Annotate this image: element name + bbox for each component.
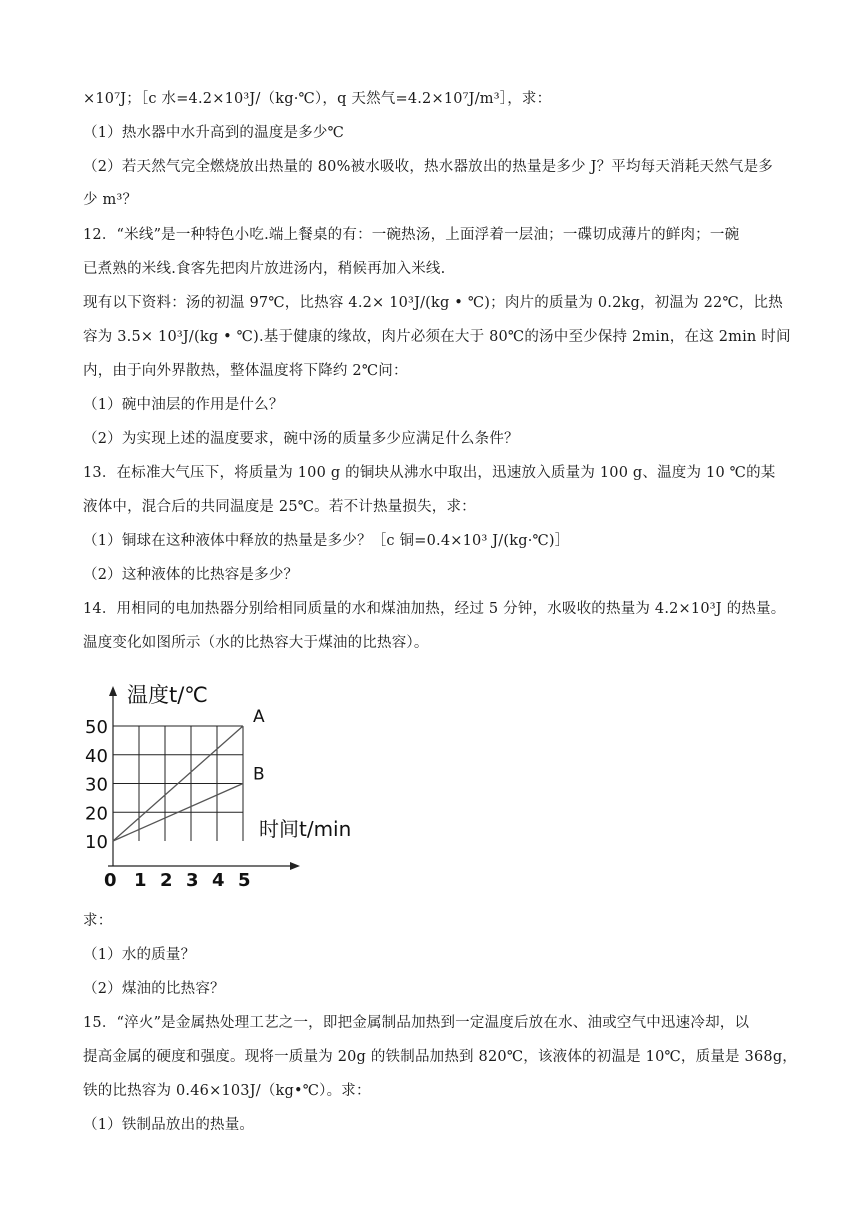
question-12: 12．“米线”是一种特色小吃.端上餐桌的有：一碗热汤，上面浮着一层油；一碟切成薄片的鲜肉；一碗 bbox=[83, 227, 740, 243]
text-line: （1）铁制品放出的热量。 bbox=[83, 1117, 255, 1133]
text-line: 内，由于向外界散热，整体温度将下降约 2℃问： bbox=[83, 363, 408, 379]
text-line: （1）热水器中水升高到的温度是多少℃ bbox=[83, 125, 345, 141]
series-label-A: A bbox=[253, 707, 265, 727]
text-line: 液体中，混合后的共同温度是 25℃。若不计热量损失，求： bbox=[83, 499, 476, 515]
text-line: （2）若天然气完全燃烧放出热量的 80%被水吸收，热水器放出的热量是多少 J？平均每天消耗天然气是多 bbox=[83, 159, 773, 175]
question-14: 14．用相同的电加热器分别给相同质量的水和煤油加热，经过 5 分钟，水吸收的热量为 4.2×10³J 的热量。 bbox=[83, 601, 786, 617]
text-line: （1）铜球在这种液体中释放的热量是多少？［c 铜=0.4×10³ J/(kg·℃)］ bbox=[83, 533, 570, 549]
x-axis-title: 时间t/min bbox=[259, 817, 352, 841]
text-line: （2）煤油的比热容？ bbox=[83, 981, 225, 997]
temperature-time-chart bbox=[83, 676, 383, 891]
x-tick-label: 4 bbox=[212, 870, 225, 891]
text-line: 温度变化如图所示（水的比热容大于煤油的比热容）。 bbox=[83, 635, 429, 651]
text-line: 铁的比热容为 0.46×103J/（kg•℃）。求： bbox=[83, 1083, 371, 1099]
x-tick-label: 5 bbox=[238, 870, 251, 891]
text-line: 提高金属的硬度和强度。现将一质量为 20g 的铁制品加热到 820℃，该液体的初温是 10℃，质量是 368g， bbox=[83, 1049, 798, 1065]
x-tick-label: 1 bbox=[134, 870, 147, 891]
chart-axes bbox=[108, 686, 300, 870]
x-tick-label: 0 bbox=[104, 870, 117, 891]
y-tick-label: 20 bbox=[85, 803, 108, 825]
text-line: 求： bbox=[83, 913, 113, 929]
text-line: 现有以下资料：汤的初温 97℃，比热容 4.2× 10³J/(kg • ℃)；肉片的质量为 0.2kg，初温为 22℃，比热 bbox=[83, 295, 783, 311]
text-line: （1）水的质量？ bbox=[83, 947, 196, 963]
question-13: 13．在标准大气压下，将质量为 100 g 的铜块从沸水中取出，迅速放入质量为 100 g、温度为 10 ℃的某 bbox=[83, 465, 776, 481]
x-axis-arrow bbox=[290, 862, 300, 870]
x-tick-label: 3 bbox=[186, 870, 199, 891]
text-line: 少 m³？ bbox=[83, 192, 138, 208]
text-line: （1）碗中油层的作用是什么？ bbox=[83, 397, 284, 413]
series-label-B: B bbox=[253, 764, 265, 785]
y-axis-title: 温度t/℃ bbox=[127, 683, 208, 707]
y-tick-label: 40 bbox=[85, 745, 108, 767]
text-line: ×10⁷J；［c 水=4.2×10³J/（kg·℃），q 天然气=4.2×10⁷J/m³］，求： bbox=[83, 91, 552, 107]
text-line: 容为 3.5× 10³J/(kg • ℃).基于健康的缘故，肉片必须在大于 80℃的汤中至少保持 2min，在这 2min 时间 bbox=[83, 329, 791, 345]
y-tick-label: 30 bbox=[85, 774, 108, 796]
text-line: （2）这种液体的比热容是多少？ bbox=[83, 567, 299, 583]
y-tick-label: 10 bbox=[85, 832, 108, 853]
y-axis-arrow bbox=[109, 686, 117, 696]
question-15: 15．“淬火”是金属热处理工艺之一，即把金属制品加热到一定温度后放在水、油或空气中迅速冷却，以 bbox=[83, 1015, 750, 1031]
chart-labels bbox=[85, 683, 351, 891]
text-line: 已煮熟的米线.食客先把肉片放进汤内，稍候再加入米线. bbox=[83, 261, 446, 277]
text-line: （2）为实现上述的温度要求，碗中汤的质量多少应满足什么条件？ bbox=[83, 431, 519, 447]
x-tick-label: 2 bbox=[160, 870, 173, 891]
y-tick-label: 50 bbox=[85, 717, 108, 738]
